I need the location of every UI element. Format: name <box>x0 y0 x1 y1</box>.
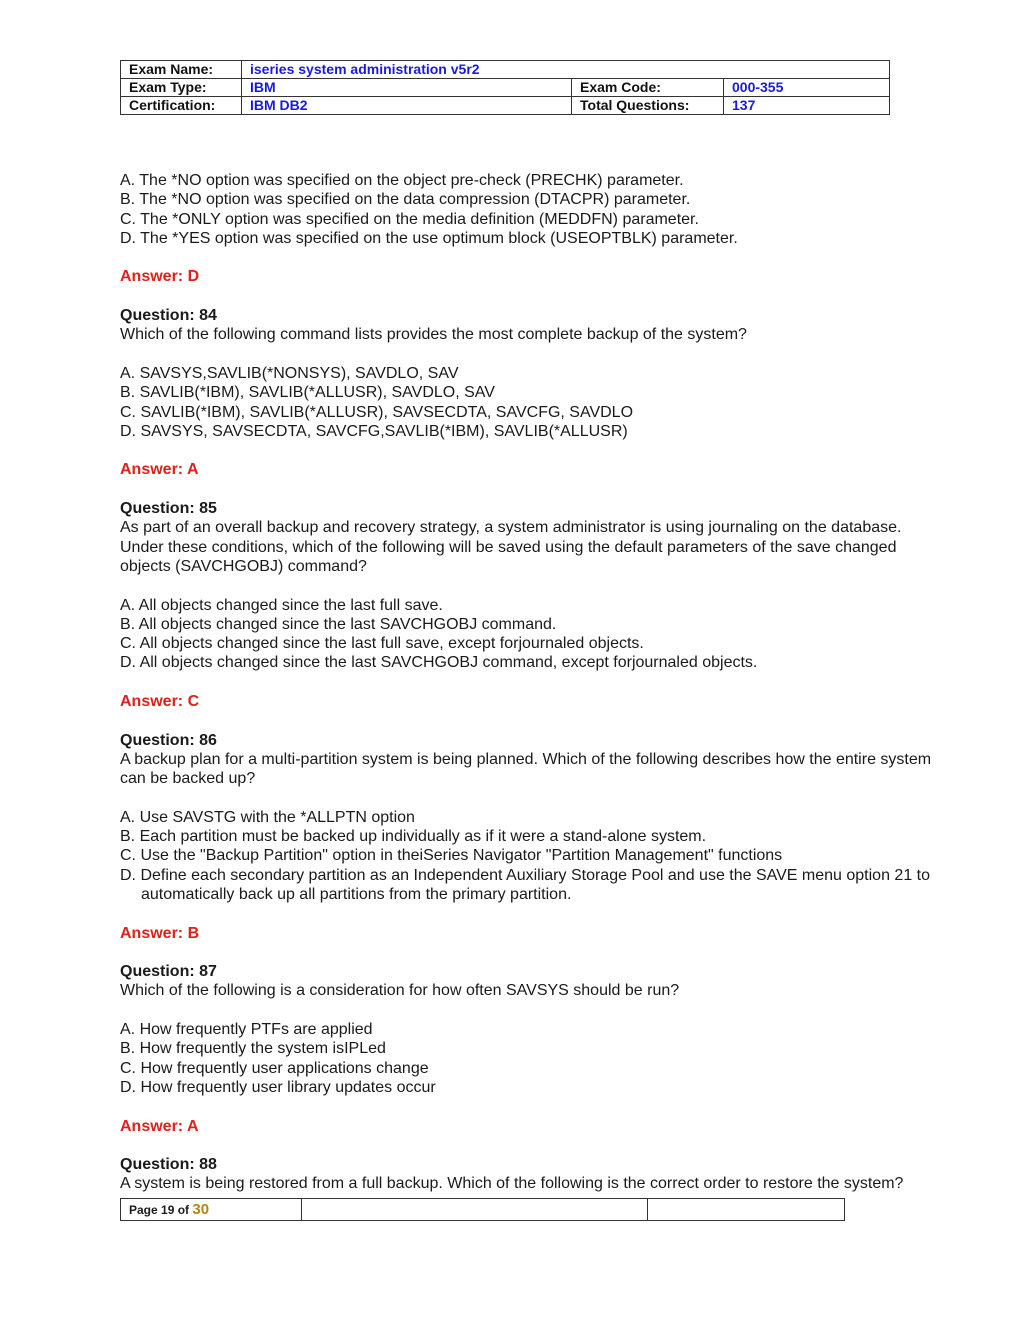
question-85-text-line-2: Under these conditions, which of the following will be saved using the default parameters of the save changed <box>120 538 897 556</box>
q85-option-d: D. All objects changed since the last SAVCHGOBJ command, except forjournaled objects. <box>120 654 758 672</box>
exam-type-label: Exam Type: <box>121 79 242 97</box>
total-questions-value: 137 <box>724 97 890 115</box>
exam-name-value: iseries system administration v5r2 <box>242 61 890 79</box>
page-number-prefix: Page 19 of <box>129 1203 193 1217</box>
question-84-text: Which of the following command lists provides the most complete backup of the system? <box>120 326 747 344</box>
q84-answer: Answer: A <box>120 461 199 479</box>
q85-option-a: A. All objects changed since the last full save. <box>120 596 443 614</box>
total-questions-label: Total Questions: <box>572 97 724 115</box>
footer-empty-cell <box>648 1199 845 1221</box>
q84-option-c: C. SAVLIB(*IBM), SAVLIB(*ALLUSR), SAVSECDTA, SAVCFG, SAVDLO <box>120 403 634 421</box>
q85-option-c: C. All objects changed since the last full save, except forjournaled objects. <box>120 635 644 653</box>
q86-option-c: C. Use the "Backup Partition" option in theiSeries Navigator "Partition Management" functions <box>120 847 783 865</box>
q86-option-d: D. Define each secondary partition as an Independent Auxiliary Storage Pool and use the SAVE menu option 21 to <box>120 866 931 884</box>
question-85-text-line-3: objects (SAVCHGOBJ) command? <box>120 557 367 575</box>
questions-content <box>120 171 980 1194</box>
q87-option-c: C. How frequently user applications change <box>120 1059 429 1077</box>
question-88-title: Question: 88 <box>120 1156 217 1174</box>
exam-code-label: Exam Code: <box>572 79 724 97</box>
exam-info-table <box>120 60 890 115</box>
q84-option-b: B. SAVLIB(*IBM), SAVLIB(*ALLUSR), SAVDLO, SAV <box>120 384 495 402</box>
certification-row <box>121 97 890 115</box>
exam-name-row <box>121 61 890 79</box>
question-85-text-line-1: As part of an overall backup and recovery strategy, a system administrator is using journaling on the database. <box>120 519 902 537</box>
q87-option-a: A. How frequently PTFs are applied <box>120 1021 373 1039</box>
option-b: B. The *NO option was specified on the data compression (DTACPR) parameter. <box>120 191 691 209</box>
q86-answer: Answer: B <box>120 924 200 942</box>
certification-label: Certification: <box>121 97 242 115</box>
certification-value: IBM DB2 <box>242 97 572 115</box>
question-85-title: Question: 85 <box>120 500 217 518</box>
q86-option-b: B. Each partition must be backed up individually as if it were a stand-alone system. <box>120 828 707 846</box>
q85-answer: Answer: C <box>120 693 200 711</box>
q87-answer: Answer: A <box>120 1117 199 1135</box>
q85-option-b: B. All objects changed since the last SAVCHGOBJ command. <box>120 615 557 633</box>
option-d: D. The *YES option was specified on the use optimum block (USEOPTBLK) parameter. <box>120 229 738 247</box>
q87-option-b: B. How frequently the system isIPLed <box>120 1040 386 1058</box>
option-c: C. The *ONLY option was specified on the media definition (MEDDFN) parameter. <box>120 210 699 228</box>
exam-name-label: Exam Name: <box>121 61 242 79</box>
exam-type-value: IBM <box>242 79 572 97</box>
answer-label: Answer: D <box>120 268 200 286</box>
q84-option-a: A. SAVSYS,SAVLIB(*NONSYS), SAVDLO, SAV <box>120 364 459 382</box>
question-86-title: Question: 86 <box>120 731 217 749</box>
q86-option-d-continuation: automatically back up all partitions from the primary partition. <box>141 885 572 903</box>
footer-empty-cell <box>302 1199 648 1221</box>
option-a: A. The *NO option was specified on the object pre-check (PRECHK) parameter. <box>120 172 684 189</box>
page-footer-table <box>120 1198 845 1221</box>
question-86-text-line-2: can be backed up? <box>120 770 256 788</box>
q84-option-d: D. SAVSYS, SAVSECDTA, SAVCFG,SAVLIB(*IBM), SAVLIB(*ALLUSR) <box>120 422 628 440</box>
question-88-text: A system is being restored from a full backup. Which of the following is the correct order to restore the system? <box>120 1175 904 1193</box>
q87-option-d: D. How frequently user library updates occur <box>120 1078 436 1096</box>
page-number <box>121 1199 302 1221</box>
page-number-total: 30 <box>192 1201 210 1218</box>
question-84-title: Question: 84 <box>120 307 217 325</box>
question-87-title: Question: 87 <box>120 963 217 981</box>
exam-code-value: 000-355 <box>724 79 890 97</box>
exam-type-row <box>121 79 890 97</box>
q86-option-a: A. Use SAVSTG with the *ALLPTN option <box>120 808 415 826</box>
question-87-text: Which of the following is a consideration for how often SAVSYS should be run? <box>120 982 680 1000</box>
question-86-text-line-1: A backup plan for a multi-partition system is being planned. Which of the following describes how the entire system <box>120 750 932 768</box>
